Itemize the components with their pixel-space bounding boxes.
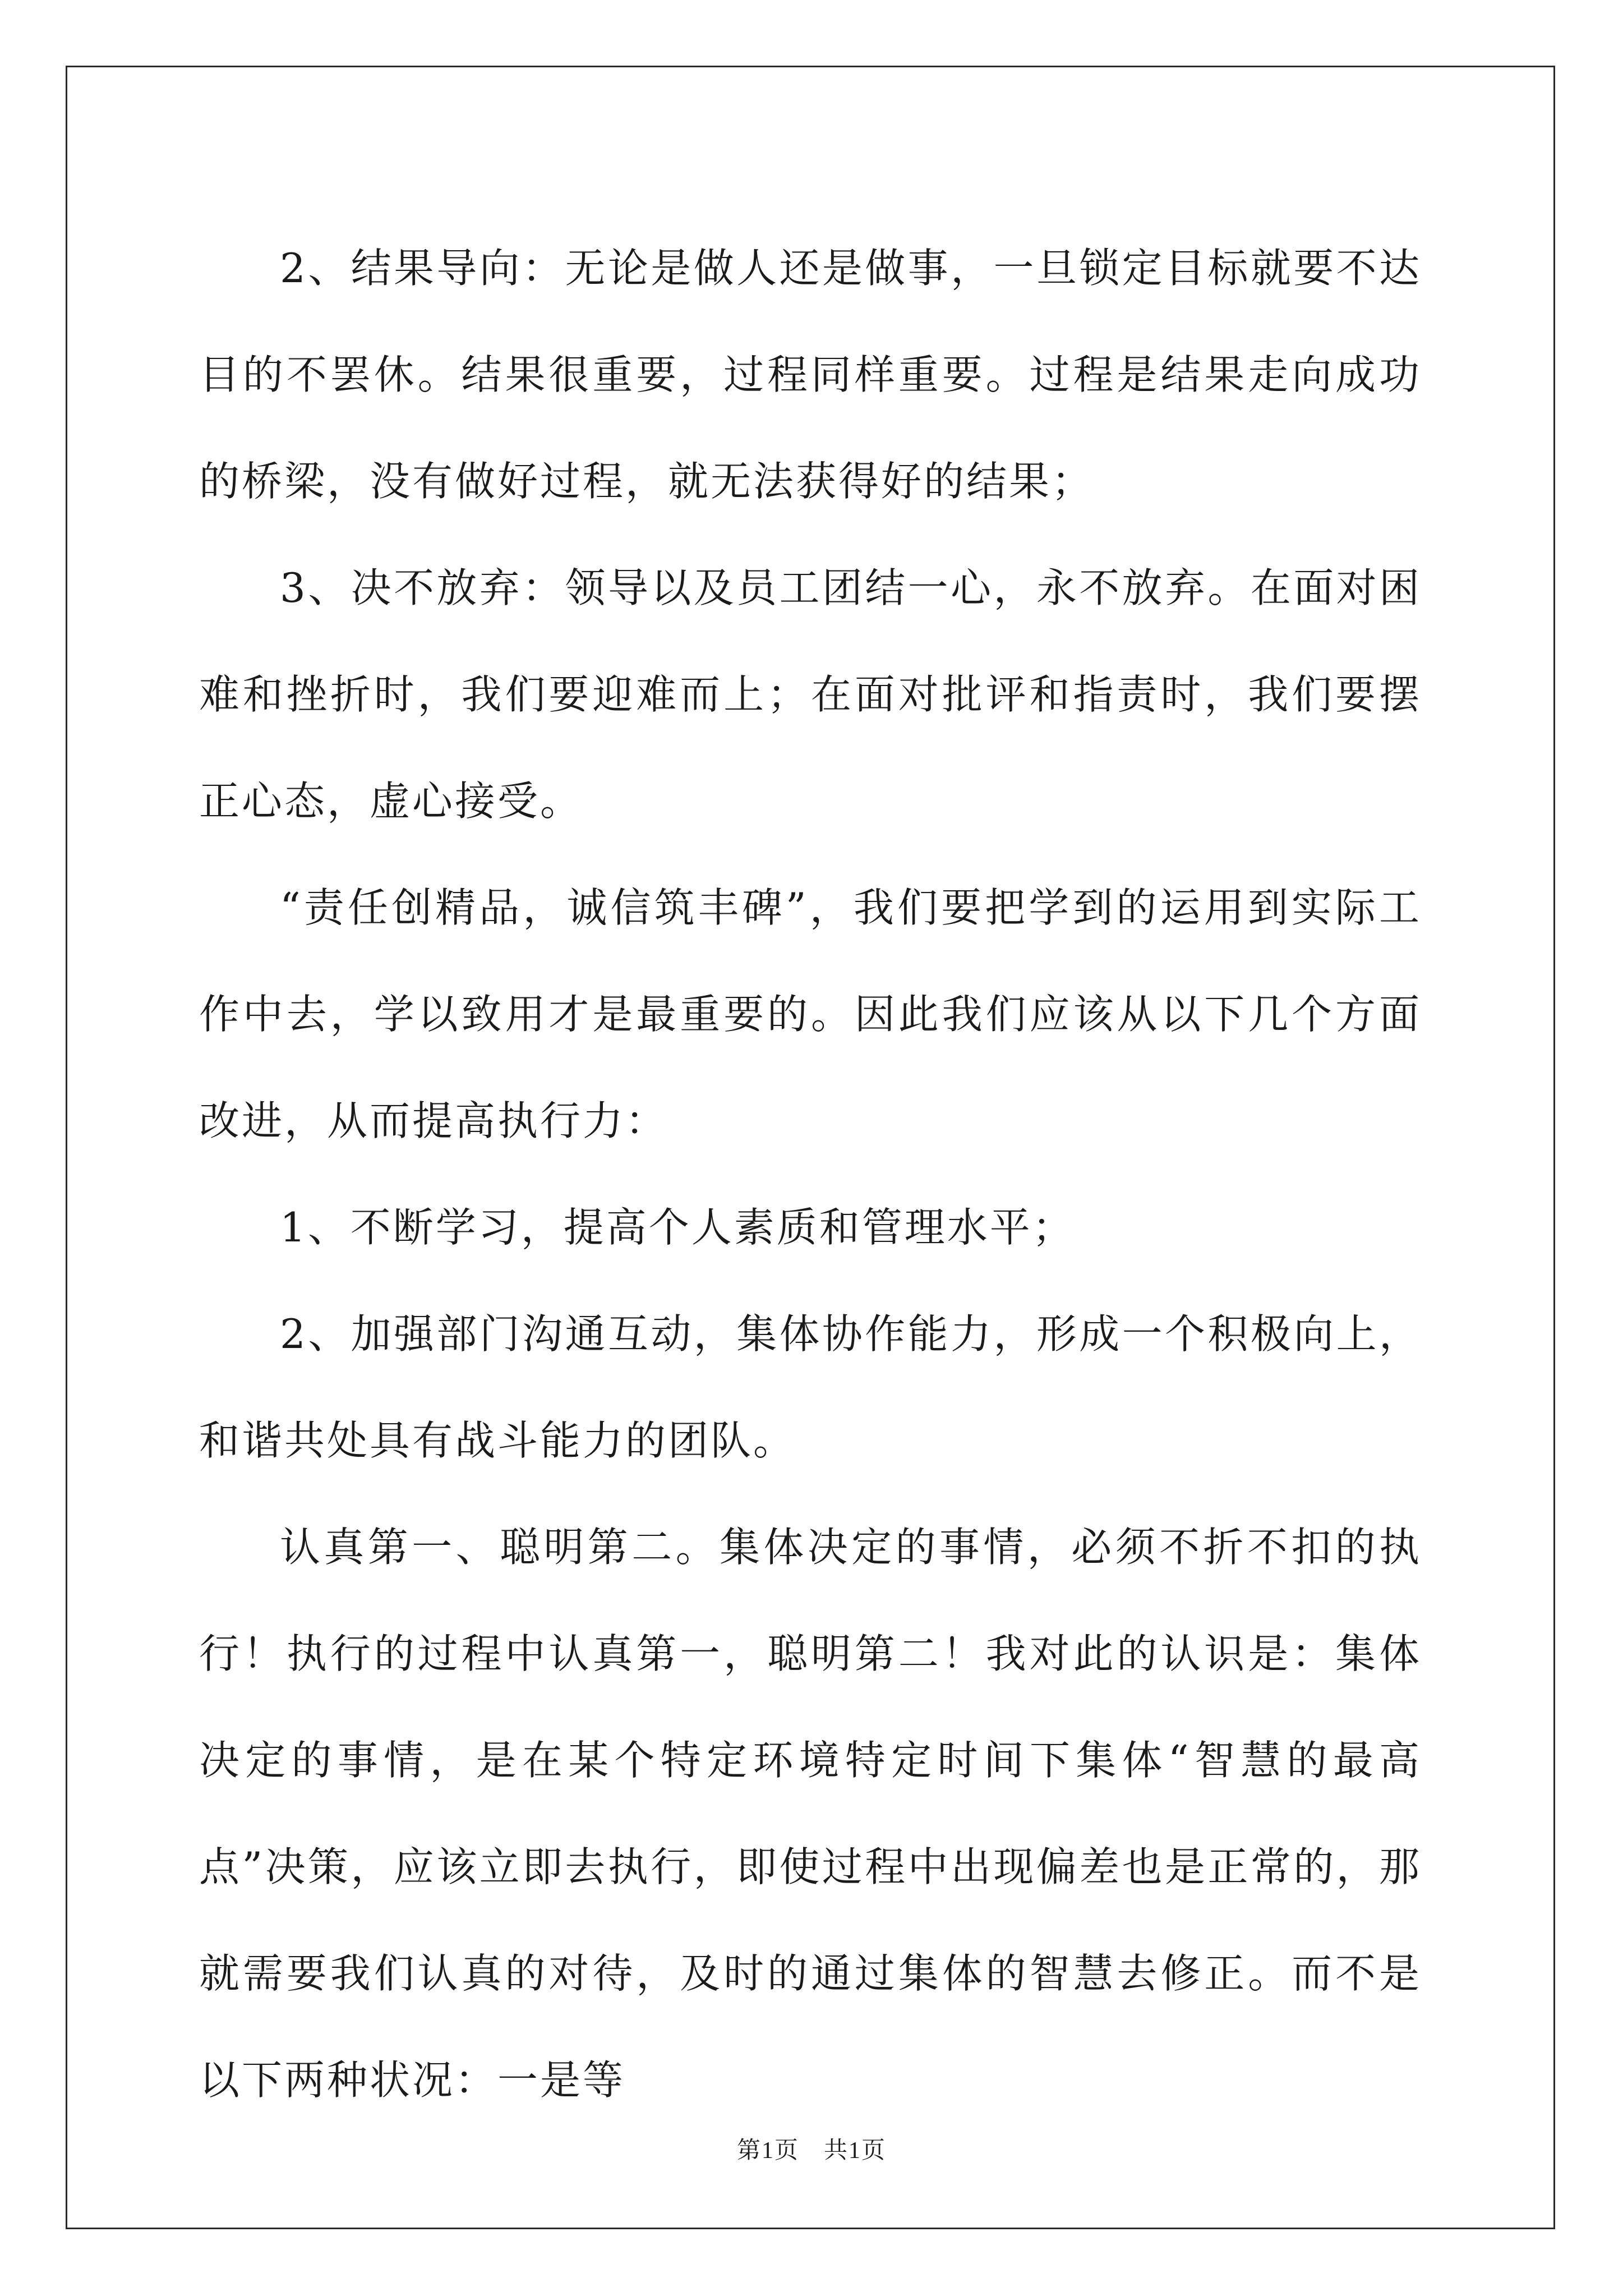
paragraph-serious-first: 认真第一、聪明第二。集体决定的事情，必须不折不扣的执行！执行的过程中认真第一，聪明第二！我对此的认识是：集体决定的事情，是在某个特定环境特定时间下集体“智慧的最高点”决策，应该立即去执行，即使过程中出现偏差也是正常的，那就需要我们认真的对待，及时的通过集体的智慧去修正。而不是以下两种状况：一是等 bbox=[199, 1524, 1422, 2104]
paragraph-never-give-up: 3、决不放弃：领导以及员工团结一心，永不放弃。在面对困难和挫折时，我们要迎难而上；在面对批评和指责时，我们要摆正心态，虚心接受。 bbox=[199, 564, 1422, 825]
paragraph-keep-learning: 1、不断学习，提高个人素质和管理水平； bbox=[280, 1204, 1075, 1251]
page-number-footer: 第1页 共1页 bbox=[736, 2138, 886, 2164]
paragraph-team-communication: 2、加强部门沟通互动，集体协作能力，形成一个积极向上，和谐共处具有战斗能力的团队。 bbox=[199, 1310, 1422, 1464]
paragraph-result-oriented: 2、结果导向：无论是做人还是做事，一旦锁定目标就要不达目的不罢休。结果很重要，过程同样重要。过程是结果走向成功的桥梁，没有做好过程，就无法获得好的结果； bbox=[199, 245, 1422, 505]
document-body bbox=[199, 215, 1422, 2133]
paragraph-responsibility-quote: “责任创精品，诚信筑丰碑”，我们要把学到的运用到实际工作中去，学以致用才是最重要的。因此我们应该从以下几个方面改进，从而提高执行力： bbox=[199, 884, 1422, 1144]
